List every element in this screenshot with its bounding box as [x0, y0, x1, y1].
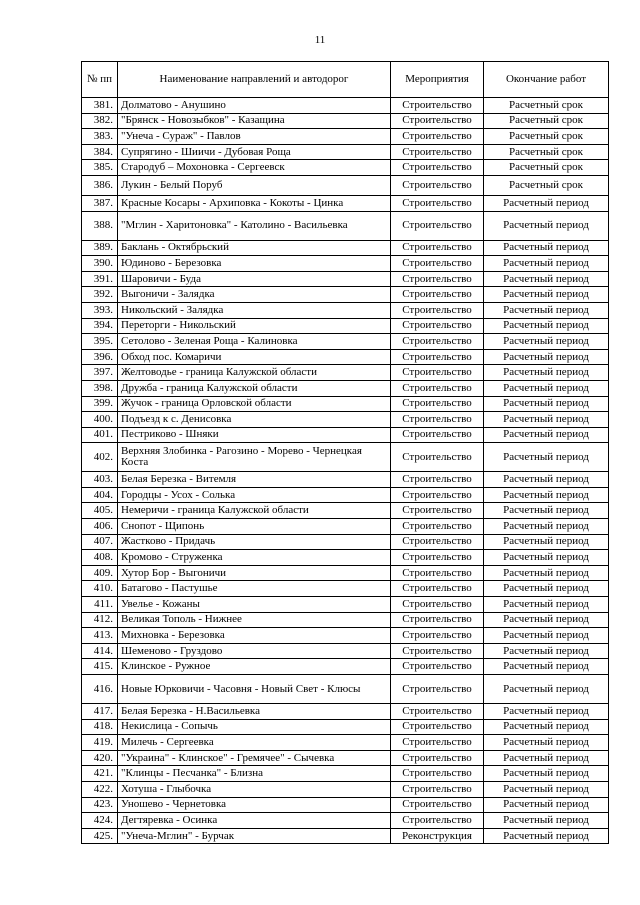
action: Строительство [391, 175, 484, 195]
completion: Расчетный период [484, 318, 609, 334]
road-name: Жучок - граница Орловской области [118, 396, 391, 412]
action: Строительство [391, 287, 484, 303]
road-name: Шаровичи - Буда [118, 271, 391, 287]
completion: Расчетный период [484, 628, 609, 644]
action: Строительство [391, 797, 484, 813]
completion: Расчетный период [484, 334, 609, 350]
row-number: 414. [82, 643, 118, 659]
completion: Расчетный период [484, 472, 609, 488]
completion: Расчетный период [484, 534, 609, 550]
action: Строительство [391, 503, 484, 519]
action: Строительство [391, 628, 484, 644]
completion: Расчетный срок [484, 160, 609, 176]
table-row [82, 427, 609, 443]
table-row [82, 519, 609, 535]
road-name: Долматово - Анушино [118, 98, 391, 114]
road-name: Стародуб – Мохоновка - Сергеевск [118, 160, 391, 176]
action: Строительство [391, 302, 484, 318]
completion: Расчетный срок [484, 175, 609, 195]
row-number: 382. [82, 113, 118, 129]
road-name: Снопот - Щипонь [118, 519, 391, 535]
completion: Расчетный период [484, 565, 609, 581]
table-row [82, 129, 609, 145]
action: Строительство [391, 365, 484, 381]
row-number: 403. [82, 472, 118, 488]
action: Строительство [391, 380, 484, 396]
table-row [82, 318, 609, 334]
row-number: 384. [82, 144, 118, 160]
road-name: Выгоничи - Залядка [118, 287, 391, 303]
road-name: "Клинцы - Песчанка" - Близна [118, 766, 391, 782]
table-row [82, 240, 609, 256]
action: Строительство [391, 160, 484, 176]
action: Строительство [391, 750, 484, 766]
row-number: 415. [82, 659, 118, 675]
completion: Расчетный период [484, 704, 609, 720]
road-name: Батагово - Пастушье [118, 581, 391, 597]
table-row [82, 365, 609, 381]
row-number: 400. [82, 412, 118, 428]
completion: Расчетный период [484, 519, 609, 535]
road-name: Верхняя Злобинка - Рагозино - Морево - Чернецкая Коста [118, 443, 391, 472]
road-name: Увелье - Кожаны [118, 597, 391, 613]
completion: Расчетный период [484, 643, 609, 659]
road-name: Пестриково - Шняки [118, 427, 391, 443]
completion: Расчетный период [484, 503, 609, 519]
action: Строительство [391, 704, 484, 720]
page-number: 11 [314, 34, 326, 46]
completion: Расчетный период [484, 612, 609, 628]
action: Строительство [391, 472, 484, 488]
row-number: 425. [82, 828, 118, 844]
completion: Расчетный период [484, 287, 609, 303]
table-row [82, 412, 609, 428]
road-name: Шеменово - Груздово [118, 643, 391, 659]
completion: Расчетный период [484, 719, 609, 735]
action: Строительство [391, 334, 484, 350]
roads-table [81, 61, 609, 844]
table-row [82, 675, 609, 704]
completion: Расчетный период [484, 813, 609, 829]
road-name: Подъезд к с. Денисовка [118, 412, 391, 428]
row-number: 401. [82, 427, 118, 443]
row-number: 418. [82, 719, 118, 735]
row-number: 388. [82, 211, 118, 240]
completion: Расчетный период [484, 195, 609, 211]
road-name: Хутор Бор - Выгоничи [118, 565, 391, 581]
row-number: 383. [82, 129, 118, 145]
action: Строительство [391, 271, 484, 287]
row-number: 404. [82, 487, 118, 503]
row-number: 391. [82, 271, 118, 287]
row-number: 385. [82, 160, 118, 176]
table-row [82, 597, 609, 613]
road-name: Лукин - Белый Поруб [118, 175, 391, 195]
table-row [82, 565, 609, 581]
completion: Расчетный период [484, 750, 609, 766]
table-row [82, 503, 609, 519]
completion: Расчетный срок [484, 113, 609, 129]
action: Строительство [391, 349, 484, 365]
action: Строительство [391, 643, 484, 659]
action: Строительство [391, 211, 484, 240]
table-row [82, 643, 609, 659]
table-row [82, 334, 609, 350]
completion: Расчетный период [484, 211, 609, 240]
action: Строительство [391, 98, 484, 114]
road-name: Переторги - Никольский [118, 318, 391, 334]
road-name: "Брянск - Новозыбков" - Казащина [118, 113, 391, 129]
table-row [82, 704, 609, 720]
road-name: Некислица - Сопычь [118, 719, 391, 735]
road-name: Белая Березка - Н.Васильевка [118, 704, 391, 720]
table-row [82, 472, 609, 488]
completion: Расчетный период [484, 396, 609, 412]
row-number: 406. [82, 519, 118, 535]
table-row [82, 766, 609, 782]
table-row [82, 98, 609, 114]
row-number: 407. [82, 534, 118, 550]
table-header-row [82, 62, 609, 98]
completion: Расчетный период [484, 828, 609, 844]
table-row [82, 302, 609, 318]
action: Строительство [391, 443, 484, 472]
row-number: 421. [82, 766, 118, 782]
table-row [82, 380, 609, 396]
table-row [82, 160, 609, 176]
table-row [82, 797, 609, 813]
action: Строительство [391, 675, 484, 704]
table-row [82, 750, 609, 766]
road-name: Никольский - Залядка [118, 302, 391, 318]
action: Строительство [391, 534, 484, 550]
completion: Расчетный период [484, 412, 609, 428]
road-name: Сетолово - Зеленая Роща - Калиновка [118, 334, 391, 350]
row-number: 412. [82, 612, 118, 628]
table-row [82, 813, 609, 829]
road-name: Дружба - граница Калужской области [118, 380, 391, 396]
table-row [82, 487, 609, 503]
completion: Расчетный срок [484, 144, 609, 160]
row-number: 416. [82, 675, 118, 704]
table-row [82, 396, 609, 412]
road-name: Баклань - Октябрьский [118, 240, 391, 256]
action: Строительство [391, 427, 484, 443]
road-name: Михновка - Березовка [118, 628, 391, 644]
completion: Расчетный период [484, 487, 609, 503]
action: Строительство [391, 129, 484, 145]
row-number: 408. [82, 550, 118, 566]
header-road-name: Наименование направлений и автодорог [118, 62, 391, 98]
table-row [82, 534, 609, 550]
action: Строительство [391, 612, 484, 628]
road-name: Великая Тополь - Нижнее [118, 612, 391, 628]
table-row [82, 735, 609, 751]
row-number: 405. [82, 503, 118, 519]
road-name: Городцы - Усох - Солька [118, 487, 391, 503]
row-number: 417. [82, 704, 118, 720]
completion: Расчетный период [484, 659, 609, 675]
completion: Расчетный период [484, 735, 609, 751]
road-name: "Украина" - Клинское" - Гремячее" - Сычевка [118, 750, 391, 766]
action: Строительство [391, 487, 484, 503]
table-row [82, 175, 609, 195]
road-name: Милечь - Сергеевка [118, 735, 391, 751]
completion: Расчетный период [484, 349, 609, 365]
table-row [82, 828, 609, 844]
action: Строительство [391, 318, 484, 334]
row-number: 398. [82, 380, 118, 396]
action: Строительство [391, 581, 484, 597]
action: Строительство [391, 719, 484, 735]
action: Строительство [391, 565, 484, 581]
row-number: 381. [82, 98, 118, 114]
action: Строительство [391, 766, 484, 782]
road-name: Обход пос. Комаричи [118, 349, 391, 365]
completion: Расчетный период [484, 427, 609, 443]
row-number: 424. [82, 813, 118, 829]
completion: Расчетный период [484, 365, 609, 381]
table-row [82, 211, 609, 240]
completion: Расчетный период [484, 781, 609, 797]
completion: Расчетный период [484, 597, 609, 613]
road-name: Жастково - Придачь [118, 534, 391, 550]
table-row [82, 195, 609, 211]
table-row [82, 612, 609, 628]
road-name: Юдиново - Березовка [118, 256, 391, 272]
action: Строительство [391, 735, 484, 751]
row-number: 399. [82, 396, 118, 412]
row-number: 387. [82, 195, 118, 211]
row-number: 419. [82, 735, 118, 751]
road-name: "Мглин - Харитоновка" - Католино - Васильевка [118, 211, 391, 240]
road-name: "Унеча-Мглин" - Бурчак [118, 828, 391, 844]
table-row [82, 271, 609, 287]
action: Реконструкция [391, 828, 484, 844]
road-name: Супрягино - Шиичи - Дубовая Роща [118, 144, 391, 160]
action: Строительство [391, 813, 484, 829]
action: Строительство [391, 412, 484, 428]
road-name: Белая Березка - Витемля [118, 472, 391, 488]
row-number: 423. [82, 797, 118, 813]
row-number: 413. [82, 628, 118, 644]
action: Строительство [391, 256, 484, 272]
table-row [82, 113, 609, 129]
table-row [82, 349, 609, 365]
row-number: 386. [82, 175, 118, 195]
action: Строительство [391, 550, 484, 566]
table-row [82, 581, 609, 597]
completion: Расчетный период [484, 302, 609, 318]
road-name: Красные Косары - Архиповка - Кокоты - Цинка [118, 195, 391, 211]
row-number: 395. [82, 334, 118, 350]
row-number: 411. [82, 597, 118, 613]
road-name: "Унеча - Сураж" - Павлов [118, 129, 391, 145]
action: Строительство [391, 781, 484, 797]
completion: Расчетный срок [484, 98, 609, 114]
table-row [82, 256, 609, 272]
row-number: 396. [82, 349, 118, 365]
row-number: 394. [82, 318, 118, 334]
action: Строительство [391, 240, 484, 256]
action: Строительство [391, 144, 484, 160]
road-name: Хотуша - Глыбочка [118, 781, 391, 797]
road-name: Желтоводье - граница Калужской области [118, 365, 391, 381]
table-row [82, 659, 609, 675]
row-number: 422. [82, 781, 118, 797]
road-name: Кромово - Струженка [118, 550, 391, 566]
road-name: Немеричи - граница Калужской области [118, 503, 391, 519]
completion: Расчетный период [484, 380, 609, 396]
road-name: Уношево - Чернетовка [118, 797, 391, 813]
completion: Расчетный период [484, 766, 609, 782]
road-name: Клинское - Ружное [118, 659, 391, 675]
row-number: 389. [82, 240, 118, 256]
row-number: 410. [82, 581, 118, 597]
completion: Расчетный период [484, 797, 609, 813]
table-row [82, 287, 609, 303]
action: Строительство [391, 195, 484, 211]
completion: Расчетный период [484, 271, 609, 287]
action: Строительство [391, 597, 484, 613]
row-number: 393. [82, 302, 118, 318]
table-row [82, 719, 609, 735]
table-row [82, 628, 609, 644]
road-name: Дегтяревка - Осинка [118, 813, 391, 829]
table-row [82, 443, 609, 472]
completion: Расчетный период [484, 581, 609, 597]
row-number: 390. [82, 256, 118, 272]
completion: Расчетный период [484, 675, 609, 704]
completion: Расчетный период [484, 550, 609, 566]
header-action: Мероприятия [391, 62, 484, 98]
action: Строительство [391, 396, 484, 412]
header-number: № пп [82, 62, 118, 98]
row-number: 392. [82, 287, 118, 303]
action: Строительство [391, 113, 484, 129]
header-completion: Окончание работ [484, 62, 609, 98]
table-row [82, 144, 609, 160]
table-body [82, 98, 609, 844]
table-row [82, 550, 609, 566]
completion: Расчетный период [484, 256, 609, 272]
completion: Расчетный период [484, 443, 609, 472]
completion: Расчетный период [484, 240, 609, 256]
row-number: 409. [82, 565, 118, 581]
completion: Расчетный срок [484, 129, 609, 145]
road-name: Новые Юрковичи - Часовня - Новый Свет - Клюсы [118, 675, 391, 704]
action: Строительство [391, 659, 484, 675]
row-number: 397. [82, 365, 118, 381]
table-row [82, 781, 609, 797]
row-number: 402. [82, 443, 118, 472]
action: Строительство [391, 519, 484, 535]
row-number: 420. [82, 750, 118, 766]
